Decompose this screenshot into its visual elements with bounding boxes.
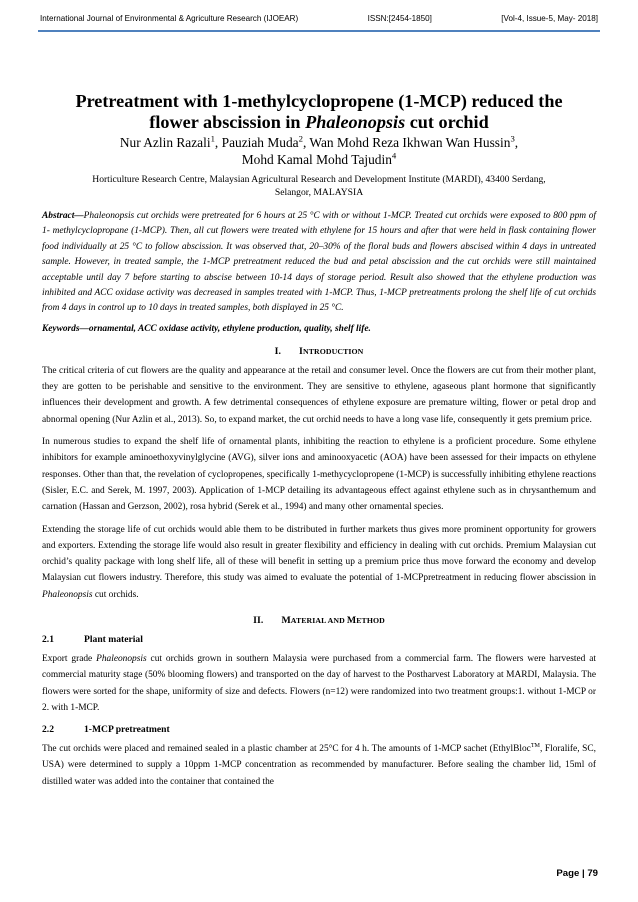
subsection-heading-1mcp-pretreatment: 2.2 1-MCP pretreatment — [42, 724, 170, 736]
keywords: Keywords—ornamental, ACC oxidase activity, ethylene production, quality, shelf life. — [42, 323, 371, 334]
abstract-label: Abstract— — [42, 211, 84, 221]
methods-paragraph-1: Export grade Phaleonopsis cut orchids grown in southern Malaysia were purchased from a commercial farm. The flowers were harvested at commercial maturity stage (50% blooming flowers) and transported on the day of harvest to the Postharvest Laboratory at MARDI, Malaysia. The flowers were sorted for the shape, uniformity of size and defects. Flowers (n=12) were randomized into two treatment groups:1. without 1-MCP or 2. with 1-MCP. — [42, 654, 597, 713]
paper-body — [42, 91, 596, 790]
journal-name: International Journal of Environmental & Agriculture Research (IJOEAR) — [40, 14, 299, 23]
volume-issue: [Vol-4, Issue-5, May- 2018] — [501, 14, 598, 23]
author-list: Nur Azlin Razali$^1$, Pauziah Muda$^2$, Wan Mohd Reza Ikhwan Wan Hussin$^3$, Mohd Kamal Mohd Tajudin$^4$ — [119, 133, 519, 167]
section-heading-methods: II. MATERIAL AND METHOD — [253, 615, 385, 626]
section-heading-introduction: I. INTRODUCTION — [274, 345, 364, 357]
subsection-heading-plant-material: 2.1 Plant material — [42, 634, 143, 645]
paper-title: Pretreatment with 1-methylcyclopropene (1-MCP) reduced the flower abscission in Phaleonopsis cut orchid — [75, 91, 563, 132]
issn: ISSN:[2454-1850] — [367, 14, 432, 23]
abstract-text: Phaleonopsis cut orchids were pretreated for 6 hours at 25 °C with or without 1-MCP. Treated cut orchids were exposed to 800 ppm of 1- methylcyclopropane (1-MCP). Then, all cut flowers were treated with ethylene for 15 hours and after that were held in flask containing flower food individually at 25 °C to follow abscission. It was observed that, 20–30% of the floral buds and flowers abscised within 4 days in untreated sample. However, in treated sample, the 1-MCP pretreatment reduced the bud and petal abscission and the cut orchids were still maintained acceptable until day 7 before starting to abscise between 10-14 days of storage period. Result also showed that the ethylene production was inhibited and ACC oxidase activity was decreased in samples treated with 1-MCP. Thus, 1-MCP pretreatments prolong the shelf life of cut orchids from 4 days in control up to 10 days in treated samples, both displayed in 25 °C. — [42, 211, 596, 314]
intro-paragraph-2: In numerous studies to expand the shelf life of ornamental plants, inhibiting the reaction to ethylene is a proficient procedure. Some ethylene inhibitors for example aminoethoxyvinylglycine (AVG), silver ions and aminooxyacetic (AOA) have been assessed for their impacts on ethylene responses. Other than that, the revelation of cyclopropenes, specifically 1-methycyclopropene (1-MCP) is successfully inhibiting ethylene reactions (Sisler, E.C. and Serek, M. 1997, 2003). Application of 1-MCP detailing its advantageous effect against ethylene such as in chrysanthemum and carnation (Hassan and Gerzson, 2002), rosa hybrid (Serek et al., 1994) and many other ornamental species. — [42, 437, 597, 513]
methods-paragraph-2: The cut orchids were placed and remained sealed in a plastic chamber at 25°C for 4 h. The amounts of 1-MCP sachet (EthylBloc™, Floralife, SC, USA) were determined to supply a 10ppm 1-MCP concentration as recommended by manufacturer. Before sealing the chamber lid, 15ml of distilled water was added into the container that contained the — [42, 743, 596, 787]
page-number: Page | 79 — [556, 868, 598, 879]
intro-paragraph-1: The critical criteria of cut flowers are the quality and appearance at the retail and consumer level. Once the flowers are cut from their mother plant, they are gotten to be perishable and sensitive to the environment. They are sensitive to ethylene, agaseous plant hormone that significantly influences their development and growth. A few detrimental consequences of ethylene exposure are premature wilting, flower or petal drop and abnormal opening (Nur Azlin et al., 2013). So, to expand market, the cut orchid needs to have a long vase life, consequently it gets premium price. — [42, 365, 596, 425]
running-header — [40, 14, 598, 23]
header-rule — [38, 30, 600, 32]
affiliation: Horticulture Research Centre, Malaysian Agricultural Research and Development Institute (MARDI), 43400 Serdang, Selangor, MALAYSIA — [92, 174, 546, 198]
abstract — [42, 209, 596, 317]
intro-paragraph-3: Extending the storage life of cut orchids would able them to be distributed in further markets thus gives more prominent opportunity for growers and exporters. Extending the storage life would also result in greater flexibility and efficiency in dealing with cut orchids. Premium Malaysian cut orchid’s quality package with long shelf life, all of these will benefit in setting up a premium price thus move forward the economy and develop Malaysian cut flowers industry. Therefore, this study was aimed to evaluate the potential of 1-MCPpretreatment in reducing flower abscission in Phaleonopsis cut orchids. — [42, 524, 596, 600]
